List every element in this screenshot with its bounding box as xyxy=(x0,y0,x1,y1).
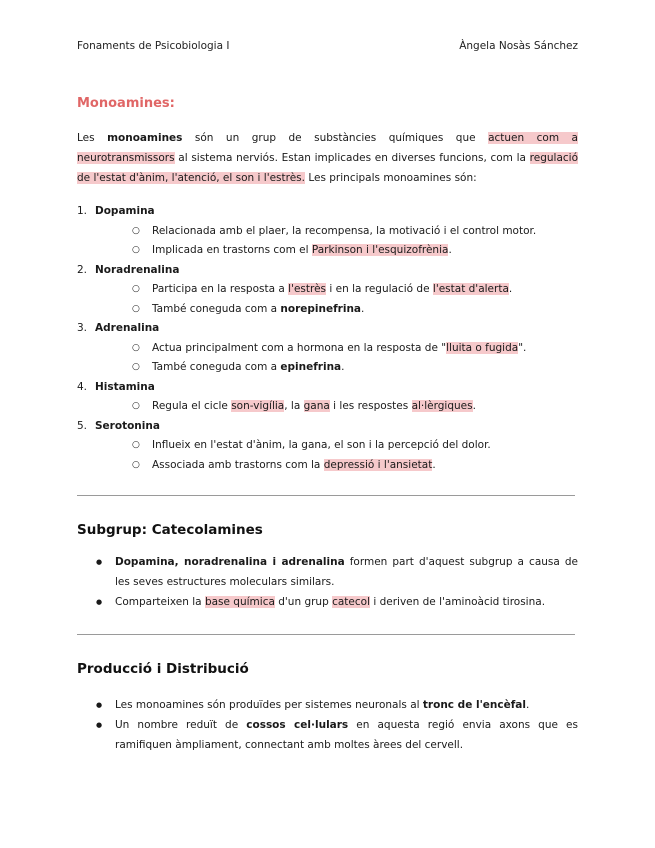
bullet-item: ● Les monoamines són produïdes per sistemes neuronals al tronc de l'encèfal. xyxy=(115,695,578,715)
sub-item: ○ Implicada en trastorns com el Parkinson i l'esquizofrènia. xyxy=(152,241,578,261)
sub-item: ○ Participa en la resposta a l'estrès i en la regulació de l'estat d'alerta. xyxy=(152,280,578,300)
monoamines-intro: Les monoamines són un grup de substàncies químiques que actuen com a neurotransmissors al sistema nerviós. Estan implicades en diverses funcions, com la regulació de l'estat d'ànim, l'atenció, el son i l'estrès. Les principals monoamines són: xyxy=(77,132,578,184)
sub-item: ○ Associada amb trastorns com la depressió i l'ansietat. xyxy=(152,456,578,476)
sub-item: ○ Actua principalment com a hormona en la resposta de "lluita o fugida". xyxy=(152,339,578,359)
section-title-catecolamines: Subgrup: Catecolamines xyxy=(77,522,263,538)
sub-item: ○ Relacionada amb el plaer, la recompensa, la motivació i el control motor. xyxy=(152,222,578,242)
header-course: Fonaments de Psicobiologia I xyxy=(77,40,230,52)
divider xyxy=(77,634,575,635)
bullet-item: ● Un nombre reduït de cossos cel·lulars en aquesta regió envia axons que es ramifiquen àmpliament, connectant amb moltes àrees del cervell. xyxy=(115,715,578,755)
highlight: regulació de l'estat d'ànim, l'atenció, el son i l'estrès. xyxy=(77,152,578,184)
highlight: actuen com a neurotransmissors xyxy=(77,132,578,164)
sub-item: ○ Regula el cicle son-vigília, la gana i les respostes al·lèrgiques. xyxy=(152,397,578,417)
list-item-histamina: 4. Histamina ○ Regula el cicle son-vigília, la gana i les respostes al·lèrgiques. xyxy=(95,378,578,417)
catecolamines-list xyxy=(77,552,578,612)
bullet-item: ● Comparteixen la base química d'un grup catecol i deriven de l'aminoàcid tirosina. xyxy=(115,592,578,612)
divider xyxy=(77,495,575,496)
section-title-produccio: Producció i Distribució xyxy=(77,661,249,677)
list-item-serotonina: 5. Serotonina ○ Influeix en l'estat d'ànim, la gana, el son i la percepció del dolor. ○ Associada amb trastorns com la depressió i l'ansietat. xyxy=(95,417,578,476)
header-author: Àngela Nosàs Sánchez xyxy=(459,40,578,52)
document-body xyxy=(77,94,578,755)
sub-item: ○ També coneguda com a epinefrina. xyxy=(152,358,578,378)
list-item-dopamina: 1. Dopamina ○ Relacionada amb el plaer, la recompensa, la motivació i el control motor. ○ Implicada en trastorns com el Parkinson i l'esquizofrènia. xyxy=(95,202,578,261)
produccio-list xyxy=(77,695,578,755)
section-title-monoamines: Monoamines: xyxy=(77,96,175,111)
bullet-item: ● Dopamina, noradrenalina i adrenalina formen part d'aquest subgrup a causa de les seves estructures moleculars similars. xyxy=(115,552,578,592)
sub-item: ○ Influeix en l'estat d'ànim, la gana, el son i la percepció del dolor. xyxy=(152,436,578,456)
list-item-adrenalina: 3. Adrenalina ○ Actua principalment com a hormona en la resposta de "lluita o fugida". ○ També coneguda com a epinefrina. xyxy=(95,319,578,378)
list-item-noradrenalina: 2. Noradrenalina ○ Participa en la resposta a l'estrès i en la regulació de l'estat d'alerta. ○ També coneguda com a norepinefrina. xyxy=(95,261,578,320)
monoamines-list xyxy=(77,202,578,475)
sub-item: ○ També coneguda com a norepinefrina. xyxy=(152,300,578,320)
